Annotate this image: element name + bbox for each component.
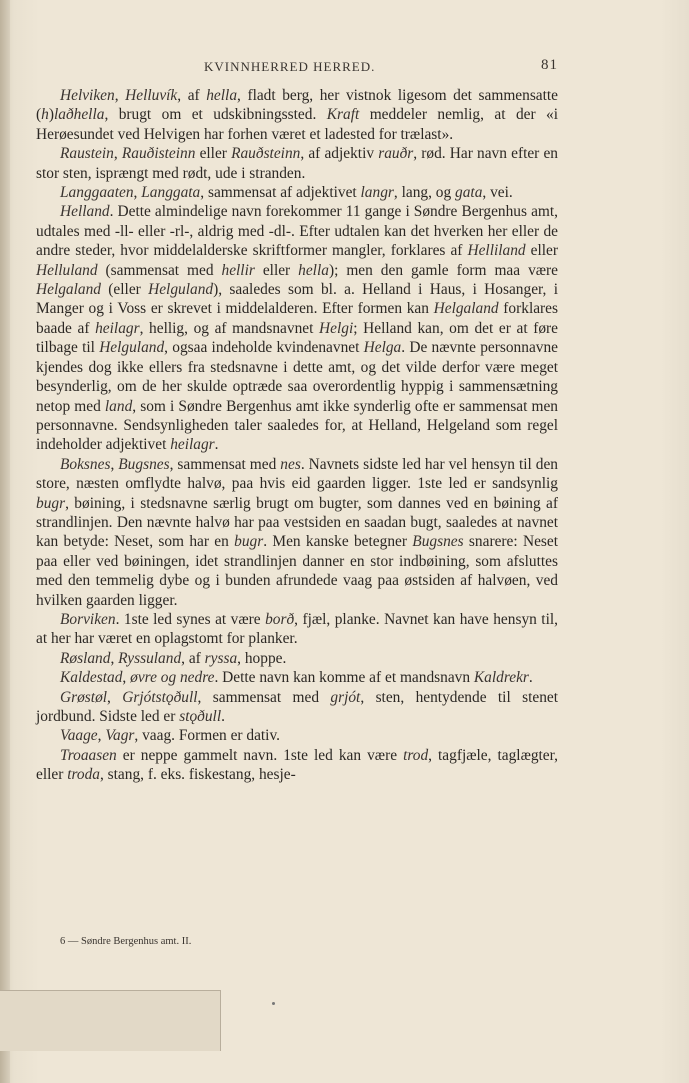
entry-paragraph: Grøstøl, Grjótstǫðull, sammensat med grjót, sten, hentydende til stenet jordbund. Sidste led er stǫðull. <box>36 688 558 725</box>
footnote: 6 — Søndre Bergenhus amt. II. <box>60 936 192 947</box>
paper-speck <box>272 1002 275 1005</box>
running-head: KVINNHERRED HERRED. <box>204 59 376 74</box>
entry-paragraph: Troaasen er neppe gammelt navn. 1ste led kan være trod, tagfjæle, taglægter, eller troda, stang, f. eks. fiskestang, hesje- <box>36 746 558 784</box>
entry-paragraph: Vaage, Vagr, vaag. Formen er dativ. <box>60 727 281 745</box>
page-header <box>36 53 558 75</box>
body-text <box>36 86 558 785</box>
entry-paragraph: Kaldestad, øvre og nedre. Dette navn kan komme af et mandsnavn Kaldrekr. <box>60 669 533 687</box>
entry-paragraph: Langgaaten, Langgata, sammensat af adjektivet langr, lang, og gata, vei. <box>60 184 513 202</box>
entry-paragraph: Helland. Dette almindelige navn forekommer 11 gange i Søndre Bergenhus amt, udtales med -ll- eller -rl-, aldrig med -dl-. Efter udtalen kan det hverken her eller de andre steder, hvor middelalderske skriftformer mangler, forklares af Helliland eller Helluland (sammensat med hellir eller hella); men den gamle form maa være Helgaland (eller Helguland), saaledes som bl. a. Helland i Haus, i Hosanger, i Manger og i Voss er skrevet i middelalderen. Efter formen kan Helgaland forklares baade af heilagr, hellig, og af mandsnavnet Helgi; Helland kan, om det er at føre tilbage til Helguland, ogsaa indeholde kvindenavnet Helga. De nævnte personnavne kjendes dog ikke ellers fra stedsnavne i dette amt, og det vilde derfor være meget besynderlig, om de her skulde optræde saa overordentlig hyppig i sammensætning netop med land, som i Søndre Bergenhus amt ikke synderlig ofte er sammensat men personnavne. Sendsynligheden taler saaledes for, at Helland, Helgeland som regel indeholder adjektivet heilagr. <box>36 203 559 454</box>
page-edge-band <box>0 990 221 1051</box>
book-spine-shadow <box>0 0 10 1083</box>
entry-paragraph: Røsland, Ryssuland, af ryssa, hoppe. <box>60 649 287 667</box>
entry-paragraph: Boksnes, Bugsnes, sammensat med nes. Navnets sidste led har vel hensyn til den store, næsten omflydte halvø, paa hvis eid gaarden ligger. 1ste led er sandsynlig bugr, bøining, i stedsnavne særlig brugt om bugter, som dannes ved en bøining af strandlinjen. Den nævnte halvø har paa vestsiden en saadan bugt, saaledes at navnet kan betyde: Neset, som har en bugr. Men kanske betegner Bugsnes snarere: Neset paa eller ved bøiningen, idet strandlinjen danner en stor indbøining, som afsluttes med den temmelig dybe og i bunden afrundede vaag paa østsiden af halvøen, ved hvilken gaarden ligger. <box>36 455 558 609</box>
entry-paragraph: Helviken, Helluvík, af hella, fladt berg, her vistnok ligesom det sammensatte (h)laðhella, brugt om et udskibningssted. Kraft meddeler nemlig, at der «i Herøesundet ved Helvigen har forhen været et ladested for trælast». <box>36 87 559 143</box>
entry-paragraph: Borviken. 1ste led synes at være borð, fjæl, planke. Navnet kan have hensyn til, at her har været en oplagstomt for planker. <box>36 610 558 648</box>
page-number: 81 <box>541 57 558 73</box>
entry-paragraph: Raustein, Rauðisteinn eller Rauðsteinn, af adjektiv rauðr, rød. Har navn efter en stor sten, isprængt med rødt, ude i stranden. <box>36 145 558 182</box>
